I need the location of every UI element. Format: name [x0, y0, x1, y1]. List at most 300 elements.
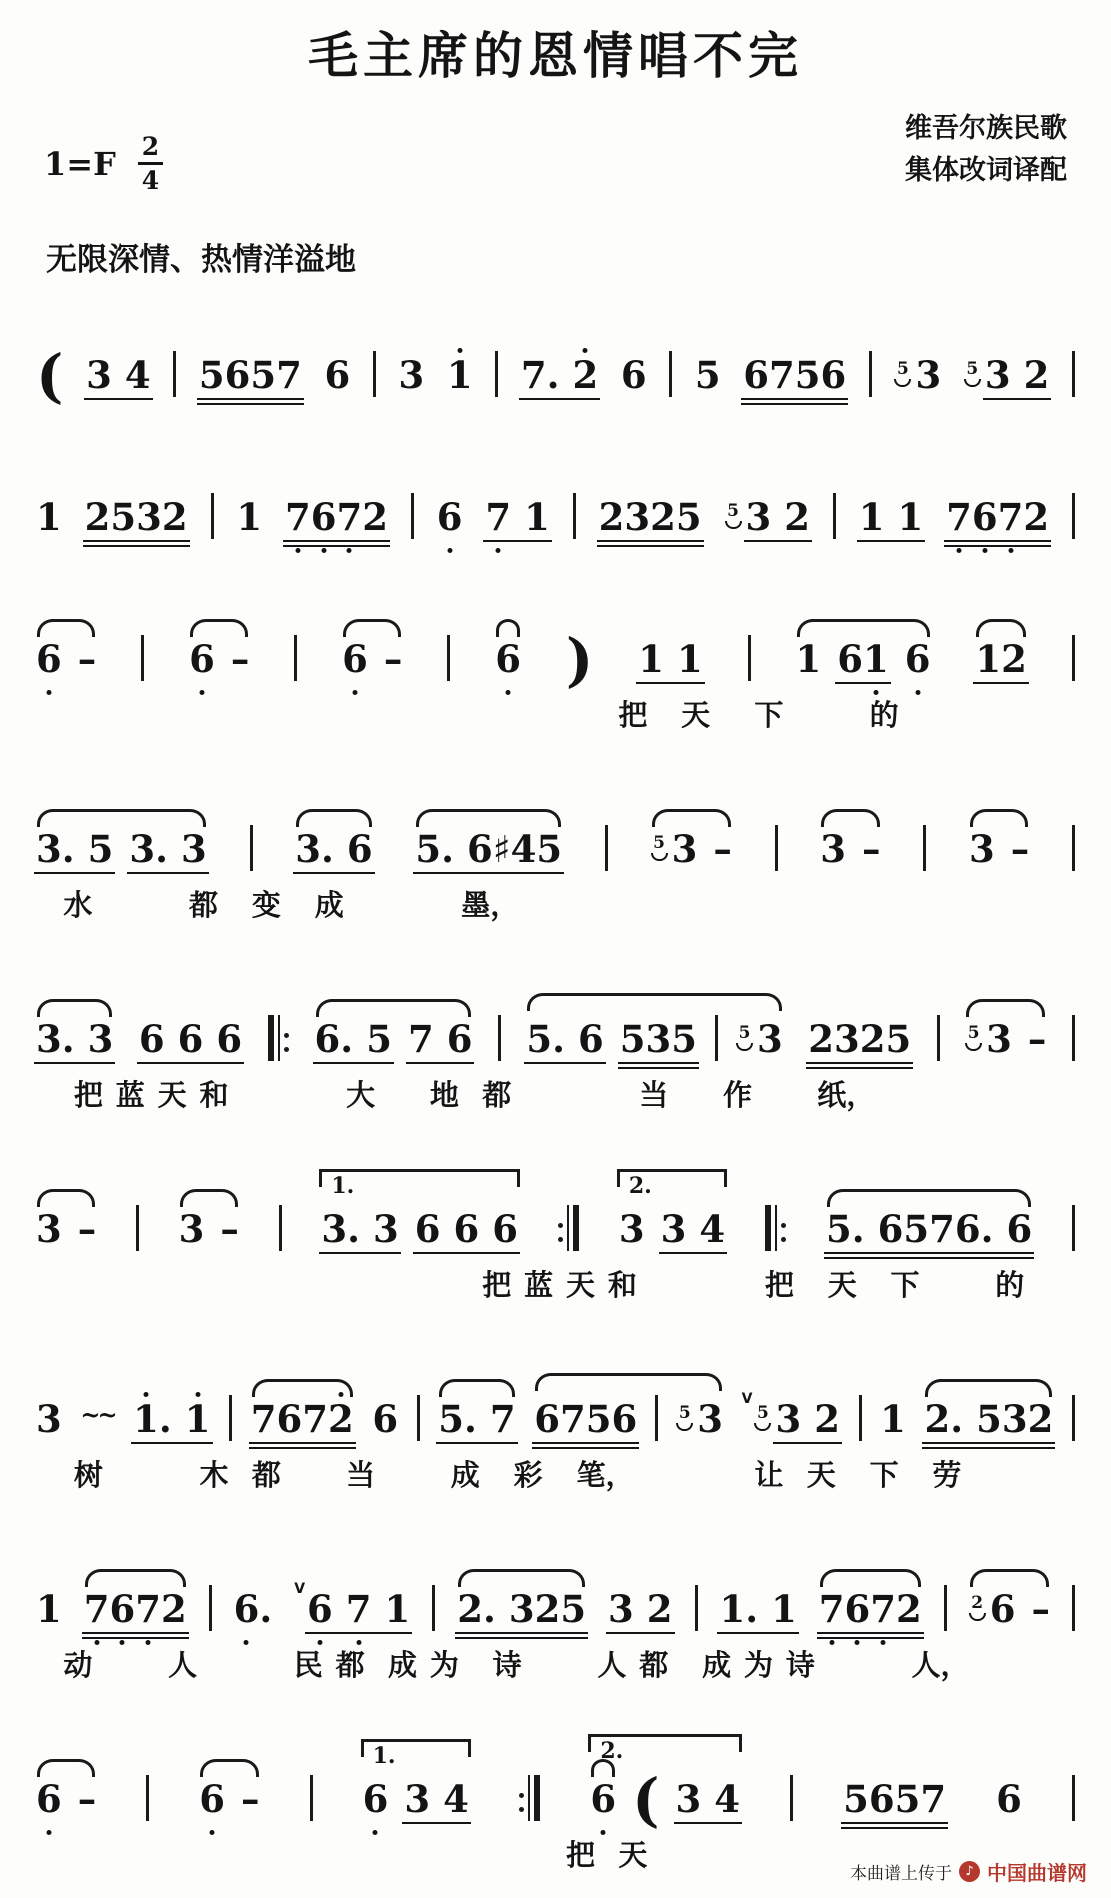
time-signature	[138, 134, 163, 193]
note-space	[701, 1781, 714, 1818]
note-char: 1	[771, 1587, 797, 1631]
lyric-syllable: 墨，	[461, 888, 520, 922]
lyric-syllable: 民	[293, 1648, 323, 1682]
octave-dot-above	[144, 1392, 149, 1397]
note-char: 3	[508, 1587, 535, 1631]
key-time-signature	[44, 134, 163, 193]
note-text	[250, 1397, 354, 1449]
barline	[141, 635, 144, 681]
thin-bar	[528, 1775, 531, 1821]
note-char: 2	[924, 1397, 951, 1441]
note-text	[526, 1017, 604, 1069]
note-text	[36, 1587, 62, 1639]
slur-group	[36, 1017, 114, 1069]
note-text	[757, 1017, 783, 1069]
note-token	[189, 637, 215, 689]
slur-group	[178, 1207, 239, 1259]
note-text	[675, 1777, 741, 1829]
note-text	[77, 1207, 97, 1259]
note-char: 2	[161, 495, 188, 539]
note-char: 7	[250, 1397, 277, 1441]
notes-row	[32, 973, 1079, 1069]
note-char: –	[862, 827, 881, 871]
barline	[310, 1775, 313, 1821]
note-char: 3	[757, 1017, 783, 1061]
lyric-syllable: 人，	[911, 1648, 970, 1682]
barline	[605, 825, 608, 871]
note-token	[438, 1397, 516, 1449]
note-char: 7	[998, 499, 1024, 536]
lyric-syllable: 大	[346, 1078, 376, 1112]
note-char: –	[1010, 827, 1030, 871]
lyric-syllable: 当	[346, 1458, 376, 1492]
note-char: .	[950, 1397, 964, 1441]
note-space	[172, 1401, 185, 1438]
note-char: 3	[404, 1777, 431, 1821]
note-char: 3	[321, 1207, 348, 1251]
barline	[294, 635, 297, 681]
note-space	[885, 499, 898, 536]
note-token	[618, 1207, 645, 1259]
note-char: 7	[346, 1591, 372, 1628]
note-char: 6	[363, 1781, 389, 1818]
lyric-syllable: 把	[73, 1078, 103, 1112]
note-char: 2	[784, 495, 810, 539]
lyric-syllable: 天	[681, 698, 711, 732]
note-char: 5	[366, 1017, 392, 1061]
note-char: 3	[36, 827, 62, 871]
note-token	[129, 827, 207, 879]
note-char: 5	[560, 1587, 587, 1631]
note-token	[36, 1207, 62, 1259]
note-text	[36, 827, 114, 879]
music-system	[32, 451, 1079, 547]
close-paren: )	[565, 625, 594, 694]
note-space	[801, 1401, 814, 1438]
note-text	[414, 1207, 518, 1259]
slur-arc	[496, 619, 520, 637]
slur-arc	[37, 1189, 95, 1207]
note-token	[826, 1207, 1033, 1259]
music-system	[32, 1163, 1079, 1307]
note-token	[230, 637, 250, 689]
note-space	[559, 357, 572, 394]
note-token	[407, 1017, 473, 1069]
note-text	[620, 353, 647, 405]
slur-arc	[970, 809, 1028, 827]
slur-arc	[37, 809, 206, 827]
note-char: .	[340, 1017, 354, 1061]
grace-note	[725, 503, 742, 529]
note-char: 6	[342, 641, 368, 678]
note-token	[233, 1587, 273, 1639]
footer-site-name: 中国曲谱网	[987, 1861, 1087, 1885]
barline	[211, 493, 214, 539]
grace-arc	[964, 379, 981, 387]
barline	[498, 1015, 501, 1061]
slur-arc	[966, 999, 1045, 1017]
note-text	[321, 1207, 399, 1259]
repeat-dots	[558, 1223, 563, 1242]
slur-arc	[820, 1569, 921, 1587]
note-token	[924, 1397, 1054, 1449]
note-char: .	[320, 827, 334, 871]
slur-arc	[180, 1189, 238, 1207]
barline	[1072, 1585, 1075, 1631]
open-paren: (	[36, 341, 64, 410]
note-char: 1	[36, 495, 62, 539]
note-char: 7	[84, 1591, 110, 1628]
barline	[944, 1585, 947, 1631]
volta-label: 2.	[600, 1737, 624, 1764]
note-char: 2	[160, 1587, 187, 1631]
note-space	[334, 831, 347, 868]
note-space	[758, 1591, 771, 1628]
note-char: 6	[177, 1017, 204, 1061]
note-char: 1	[897, 495, 924, 539]
note-token	[713, 827, 732, 879]
note-char: 1	[858, 495, 885, 539]
note-text	[608, 1587, 673, 1639]
grace-number: 2	[971, 1593, 984, 1613]
octave-dot-above	[338, 1392, 343, 1397]
note-char: 5	[198, 353, 225, 397]
barline	[790, 1775, 793, 1821]
note-char: 6	[216, 1017, 243, 1061]
note-token	[36, 1017, 114, 1069]
volta-group	[362, 1743, 469, 1829]
grace-note	[736, 1025, 753, 1051]
grace-arc	[894, 379, 911, 387]
open-paren: (	[632, 1765, 660, 1834]
note-token	[638, 637, 703, 689]
notes-row	[32, 309, 1079, 410]
barline	[833, 493, 836, 539]
note-token	[36, 637, 62, 689]
note-token	[1027, 1017, 1047, 1069]
slur-group	[415, 827, 563, 879]
lyric-syllable: 天	[157, 1078, 187, 1112]
note-char: 6	[314, 1017, 341, 1061]
note-char: 2	[808, 1017, 834, 1061]
barline	[136, 1205, 139, 1251]
octave-dot-below	[1008, 548, 1013, 553]
note-space	[112, 357, 125, 394]
note-text	[534, 1397, 638, 1449]
barline	[373, 351, 376, 397]
grace-number: 5	[966, 359, 979, 379]
note-token	[77, 637, 97, 689]
note-char: 6	[446, 1017, 473, 1061]
note-token	[178, 1207, 205, 1259]
note-token	[314, 1017, 392, 1069]
barline	[411, 493, 414, 539]
note-token	[36, 1397, 62, 1449]
lyric-syllable: 彩	[513, 1458, 543, 1492]
note-char: 6	[845, 1591, 871, 1628]
note-char: 6	[466, 827, 493, 871]
note-char: 1	[133, 1401, 159, 1438]
note-text	[975, 637, 1027, 689]
note-char: .	[259, 1587, 273, 1631]
slur-group	[965, 1017, 1047, 1069]
note-char: 7	[135, 1591, 161, 1628]
note-space	[372, 1591, 385, 1628]
note-text	[989, 1587, 1016, 1639]
slur-arc	[37, 1759, 95, 1777]
note-text	[398, 353, 425, 405]
note-space	[75, 831, 88, 868]
note-char: 3	[984, 353, 1011, 397]
slur-group	[826, 1207, 1033, 1259]
note-char: 3	[87, 1017, 114, 1061]
note-text	[946, 495, 1050, 547]
note-space	[771, 499, 784, 536]
note-char: 3	[372, 1207, 399, 1251]
note-char: 6	[437, 499, 463, 536]
note-space	[360, 1211, 373, 1248]
note-token	[372, 1397, 399, 1449]
note-token	[77, 1777, 97, 1829]
note-char: 1	[975, 637, 1002, 681]
note-char: 2	[1001, 637, 1027, 681]
note-char: 1	[236, 495, 263, 539]
note-space	[511, 499, 524, 536]
lyrics-row	[32, 1451, 1079, 1497]
note-char: 6	[199, 1781, 225, 1818]
grace-note	[969, 1595, 986, 1621]
note-token	[694, 353, 721, 405]
slur-group	[295, 827, 373, 879]
note-token	[965, 1017, 1012, 1069]
note-char: 7	[946, 499, 972, 536]
note-text	[372, 1397, 399, 1449]
slur-arc	[976, 619, 1026, 637]
note-token	[414, 1207, 518, 1259]
note-token	[83, 1587, 187, 1639]
note-text	[86, 353, 151, 405]
note-token	[77, 1207, 97, 1259]
lyric-syllable: 都	[639, 1648, 669, 1682]
thin-bar	[775, 1205, 778, 1251]
note-char: 6	[109, 1591, 135, 1628]
credit-source: 维吾尔族民歌	[905, 113, 1067, 144]
thick-bar	[534, 1775, 540, 1821]
note-token	[324, 353, 351, 405]
note-char: .	[61, 1017, 75, 1061]
note-char: ♯	[492, 827, 511, 871]
grace-note	[894, 361, 911, 387]
note-text	[862, 827, 881, 879]
note-char: 5	[526, 1017, 553, 1061]
note-char: 1	[36, 1587, 62, 1631]
note-char: 5	[794, 353, 821, 397]
slur-arc	[535, 1373, 722, 1391]
note-char: 6	[868, 1777, 895, 1821]
note-char: –	[241, 1777, 260, 1821]
barline	[1072, 351, 1075, 397]
note-char: 5	[885, 1017, 912, 1061]
note-token	[36, 827, 114, 879]
barline	[923, 825, 926, 871]
footer-upload-text: 本曲谱上传于	[850, 1864, 952, 1884]
lyric-syllable: 天	[827, 1268, 857, 1302]
note-text	[495, 637, 521, 689]
barline	[869, 351, 872, 397]
note-space	[353, 1021, 366, 1058]
repeat-dot	[781, 1237, 786, 1242]
note-char: 5	[843, 1777, 869, 1821]
notes-row	[32, 1543, 1079, 1639]
note-char: 6	[453, 1207, 480, 1251]
note-char: 5	[619, 1017, 646, 1061]
note-token	[736, 1017, 783, 1069]
note-char: 7	[870, 1591, 896, 1628]
slur-group	[36, 827, 207, 879]
note-char: .	[745, 1587, 759, 1631]
slur-group	[969, 1587, 1050, 1639]
note-text	[808, 1017, 912, 1069]
note-token	[862, 827, 881, 879]
repeat-dots	[519, 1793, 524, 1812]
volta-label: 1.	[372, 1743, 396, 1769]
lyric-syllable: 诗	[785, 1648, 815, 1682]
barline	[250, 825, 253, 871]
lyric-syllable: 当	[639, 1078, 669, 1112]
note-text	[826, 1207, 1033, 1259]
notes-row	[32, 451, 1079, 547]
note-text	[307, 1587, 411, 1639]
note-text	[220, 1207, 239, 1259]
note-token	[250, 1397, 354, 1449]
note-space	[440, 1211, 453, 1248]
song-title: 毛主席的恩情唱不完	[308, 27, 803, 85]
lyric-syllable: 地	[429, 1078, 459, 1112]
note-text	[618, 1207, 645, 1259]
slur-group	[495, 637, 521, 689]
time-signature-numerator: 2	[138, 134, 163, 165]
note-token	[675, 1777, 741, 1829]
grace-note	[754, 1405, 771, 1431]
note-char: 3	[915, 353, 942, 397]
note-char: 1	[447, 357, 473, 394]
note-token	[894, 353, 942, 405]
note-char: 6	[996, 1777, 1022, 1821]
lyric-syllable: 人	[168, 1648, 198, 1682]
note-token	[676, 1397, 723, 1449]
note-token	[295, 827, 373, 879]
note-space	[634, 1591, 647, 1628]
note-text	[1027, 1017, 1047, 1069]
barline	[447, 635, 450, 681]
note-char: 3	[36, 1017, 62, 1061]
notes-row	[32, 1733, 1079, 1834]
slur-group	[36, 1777, 97, 1829]
lyric-syllable: 为	[429, 1648, 459, 1682]
barline	[1072, 1395, 1075, 1441]
octave-dot-above	[583, 348, 588, 353]
note-char: 3	[645, 1017, 672, 1061]
note-char: 3	[36, 1397, 62, 1441]
lyric-syllable: 都	[189, 888, 219, 922]
thin-bar	[567, 1205, 570, 1251]
notes-row	[32, 593, 1079, 694]
slur-arc	[316, 999, 472, 1017]
note-char: 6	[590, 1781, 616, 1818]
note-text	[713, 827, 732, 879]
note-char: 6	[743, 353, 769, 397]
note-text	[314, 1017, 392, 1069]
octave-dot-below	[957, 548, 962, 553]
thick-bar	[573, 1205, 579, 1251]
note-char: 3	[178, 1207, 205, 1251]
barline	[1072, 1015, 1075, 1061]
slur-group	[199, 1777, 260, 1829]
note-token	[86, 353, 151, 405]
note-char: 3	[181, 827, 207, 871]
slur-group	[968, 827, 1030, 879]
lyric-syllable: 成	[387, 1648, 417, 1682]
grace-number: 5	[653, 833, 665, 853]
barline	[173, 351, 176, 397]
volta-group	[590, 1737, 741, 1834]
grace-number: 5	[897, 359, 909, 379]
slur-group	[83, 1587, 187, 1639]
note-token	[294, 1581, 411, 1639]
slur-arc	[527, 993, 781, 1011]
note-token	[457, 1587, 587, 1639]
note-token	[795, 637, 822, 689]
meta-row	[44, 108, 1067, 216]
note-char: 7	[819, 1591, 845, 1628]
note-text	[295, 827, 373, 879]
note-text	[36, 1207, 62, 1259]
note-char: 6	[534, 1397, 560, 1441]
repeat-dot	[284, 1047, 289, 1052]
grace-number: 5	[678, 1403, 691, 1423]
lyric-syllable: 和	[199, 1078, 229, 1112]
lyric-syllable: 诗	[492, 1648, 522, 1682]
note-char: 3	[1001, 1397, 1028, 1441]
note-char: 4	[124, 353, 151, 397]
note-char: .	[482, 1587, 496, 1631]
thick-bar	[765, 1205, 771, 1251]
note-token	[36, 495, 62, 547]
note-token	[880, 1397, 906, 1449]
grace-arc	[969, 1613, 986, 1621]
note-token	[837, 637, 889, 689]
octave-dot-above	[457, 348, 462, 353]
note-char: 7	[285, 499, 311, 536]
note-char: 6	[989, 1587, 1016, 1631]
note-text	[446, 353, 473, 405]
lyric-syllable: 天	[806, 1458, 836, 1492]
note-text	[36, 1017, 114, 1069]
note-char: 5	[894, 1777, 921, 1821]
note-token	[719, 1587, 797, 1639]
note-space	[454, 831, 467, 868]
note-char: 3	[129, 827, 156, 871]
note-char: 7	[520, 353, 547, 397]
note-char: 1	[524, 495, 550, 539]
note-char: 5	[87, 827, 114, 871]
repeat-dot	[519, 1793, 524, 1798]
note-text	[520, 353, 599, 405]
barline	[695, 1585, 698, 1631]
slur-arc	[821, 809, 879, 827]
note-char: 4	[699, 1207, 726, 1251]
note-char: 2	[598, 495, 625, 539]
